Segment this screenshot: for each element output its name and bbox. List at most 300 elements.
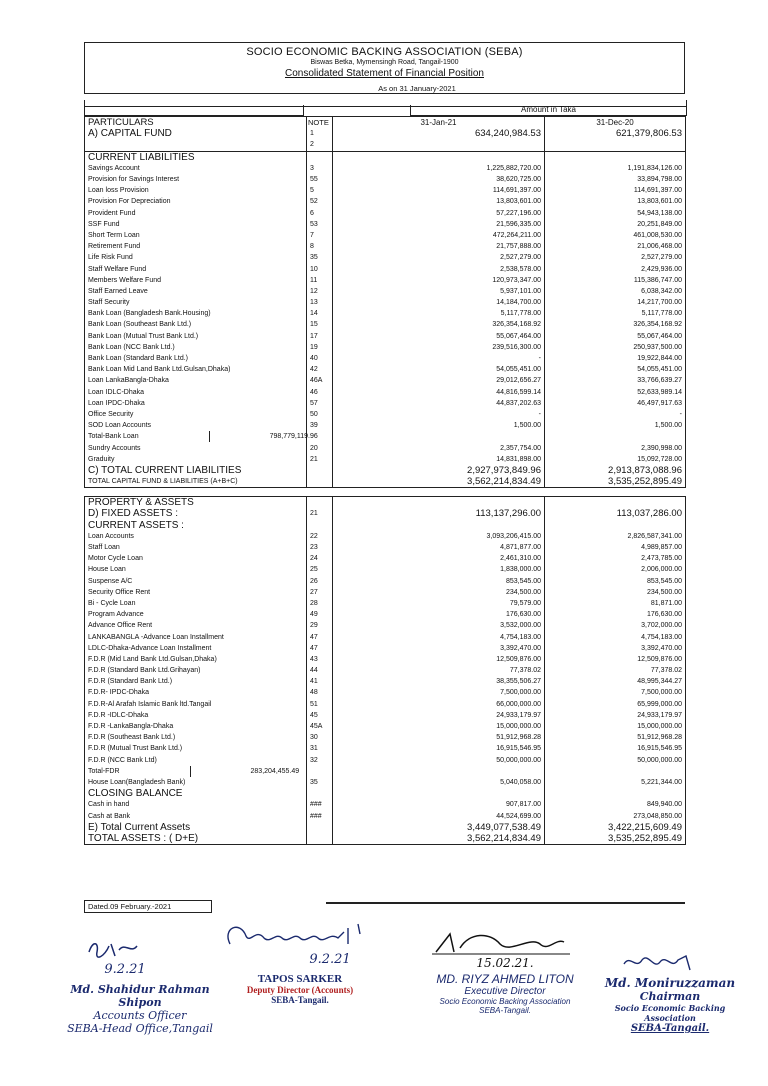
row-value-period2: 2,390,998.00 [545, 442, 686, 453]
row-value-period1: 14,831,898.00 [333, 454, 545, 465]
row-value-period2: 4,754,183.00 [545, 631, 686, 642]
statement-row [85, 788, 686, 799]
statement-row [85, 676, 686, 687]
statement-row [85, 620, 686, 631]
row-note: 30 [307, 732, 333, 743]
statement-row [85, 163, 686, 174]
statement-row [85, 822, 686, 833]
row-note: 3 [307, 163, 333, 174]
row-note [307, 151, 333, 163]
as-on-date: As on 31 January-2021 [342, 84, 492, 94]
statement-row [85, 721, 686, 732]
statement-row [85, 185, 686, 196]
row-value-period2: 77,378.02 [545, 665, 686, 676]
sig1-title: Accounts Officer [93, 1009, 187, 1022]
row-value-period2: 13,803,601.00 [545, 196, 686, 207]
row-value-period1: 907,817.00 [333, 799, 545, 810]
signature-block-1 [55, 938, 225, 1035]
row-note: 55 [307, 174, 333, 185]
statement-row [85, 151, 686, 163]
statement-row [85, 196, 686, 207]
org-name: SOCIO ECONOMIC BACKING ASSOCIATION (SEBA) [246, 46, 523, 58]
statement-row [85, 431, 686, 442]
row-note: 48 [307, 687, 333, 698]
statement-row [85, 387, 686, 398]
row-value-period2: 3,392,470.00 [545, 643, 686, 654]
row-label: Sundry Accounts [85, 442, 307, 453]
row-label: Security Office Rent [85, 587, 307, 598]
row-note: 26 [307, 576, 333, 587]
row-value-period1: - [333, 409, 545, 420]
row-value-period1: 2,357,754.00 [333, 442, 545, 453]
row-value-period2: 12,509,876.00 [545, 654, 686, 665]
row-value-period2: 461,008,530.00 [545, 230, 686, 241]
row-label: C) TOTAL CURRENT LIABILITIES [85, 465, 307, 476]
row-note: 23 [307, 542, 333, 553]
row-label: Provision For Depreciation [85, 196, 307, 207]
statement-row [85, 643, 686, 654]
inline-total-value: 798,779,119.96 [209, 431, 318, 442]
row-value-period2: 54,943,138.00 [545, 208, 686, 219]
row-label: Motor Cycle Loan [85, 553, 307, 564]
row-label: Life Risk Fund [85, 252, 307, 263]
row-note: 47 [307, 631, 333, 642]
row-label: Program Advance [85, 609, 307, 620]
row-label: Provision for Savings Interest [85, 174, 307, 185]
row-value-period1 [333, 788, 545, 799]
statement-row [85, 219, 686, 230]
row-value-period1 [333, 151, 545, 163]
statement-row [85, 710, 686, 721]
row-note: 50 [307, 409, 333, 420]
statement-row [85, 520, 686, 531]
row-value-period1: 2,527,279.00 [333, 252, 545, 263]
statement-row [85, 364, 686, 375]
row-label: Bank Loan (Mutual Trust Bank Ltd.) [85, 331, 307, 342]
statement-row [85, 420, 686, 431]
row-note: 52 [307, 196, 333, 207]
row-value-period1: 5,937,101.00 [333, 286, 545, 297]
row-value-period2: 115,386,747.00 [545, 275, 686, 286]
row-note: 6 [307, 208, 333, 219]
handwritten-signature-3 [420, 930, 590, 956]
row-note [307, 766, 333, 777]
statement-row [85, 308, 686, 319]
row-note: 1 [307, 128, 333, 139]
statement-row [85, 531, 686, 542]
row-label: F.D.R (Mutual Trust Bank Ltd.) [85, 743, 307, 754]
row-value-period2: 853,545.00 [545, 576, 686, 587]
sig4-name: Md. Moniruzzaman [604, 976, 736, 990]
handwritten-signature-2 [220, 918, 380, 948]
row-label: Bi - Cycle Loan [85, 598, 307, 609]
row-value-period2 [545, 520, 686, 531]
statement-row [85, 755, 686, 766]
row-note [307, 788, 333, 799]
statement-row [85, 587, 686, 598]
sig3-office2: SEBA-Tangail. [479, 1006, 531, 1015]
row-note: 25 [307, 564, 333, 575]
sig1-office: SEBA-Head Office,Tangail [67, 1022, 213, 1035]
row-value-period1: 38,620,725.00 [333, 174, 545, 185]
row-value-period2: 2,913,873,088.96 [545, 465, 686, 476]
row-value-period2: 55,067,464.00 [545, 331, 686, 342]
row-value-period2: 2,826,587,341.00 [545, 531, 686, 542]
row-value-period1 [333, 431, 545, 442]
row-label: Cash at Bank [85, 810, 307, 821]
row-value-period1: 44,524,699.00 [333, 810, 545, 821]
handwritten-signature-1 [55, 938, 225, 962]
row-note: 22 [307, 531, 333, 542]
row-value-period2: 52,633,989.14 [545, 387, 686, 398]
row-value-period2: 48,995,344.27 [545, 676, 686, 687]
statement-row [85, 542, 686, 553]
statement-row [85, 465, 686, 476]
row-note: 51 [307, 699, 333, 710]
row-label: F.D.R (NCC Bank Ltd) [85, 755, 307, 766]
statement-row [85, 241, 686, 252]
statement-row [85, 208, 686, 219]
statement-row [85, 699, 686, 710]
row-value-period2: 326,354,168.92 [545, 319, 686, 330]
row-label: TOTAL ASSETS : ( D+E) [85, 833, 307, 845]
row-note: 24 [307, 553, 333, 564]
row-value-period2: 621,379,806.53 [545, 128, 686, 139]
row-label: Loan Accounts [85, 531, 307, 542]
row-value-period1: 50,000,000.00 [333, 755, 545, 766]
row-value-period1: 29,012,656.27 [333, 375, 545, 386]
row-value-period2: 273,048,850.00 [545, 810, 686, 821]
row-value-period2 [545, 431, 686, 442]
sig2-title: Deputy Director (Accounts) [246, 985, 354, 995]
statement-row [85, 777, 686, 788]
row-label: Bank Loan (NCC Bank Ltd.) [85, 342, 307, 353]
sig2-date: 9.2.21 [309, 952, 351, 967]
row-label: Loan loss Provision [85, 185, 307, 196]
sig3-office: Socio Economic Backing Association [439, 997, 571, 1006]
sig4-office2: SEBA-Tangail. [630, 1023, 710, 1034]
row-value-period1: 14,184,700.00 [333, 297, 545, 308]
row-value-period1: 13,803,601.00 [333, 196, 545, 207]
row-note [307, 822, 333, 833]
row-note: 11 [307, 275, 333, 286]
row-value-period2: 7,500,000.00 [545, 687, 686, 698]
row-label: Suspense A/C [85, 576, 307, 587]
col-particulars: PARTICULARS [85, 117, 307, 129]
row-label: F.D.R -LankaBangla-Dhaka [85, 721, 307, 732]
row-note [307, 833, 333, 845]
row-value-period1 [333, 766, 545, 777]
statement-row [85, 665, 686, 676]
row-value-period1: 176,630.00 [333, 609, 545, 620]
row-value-period2: 1,191,834,126.00 [545, 163, 686, 174]
col-period2: 31-Dec-20 [545, 117, 686, 129]
row-label: Bank Loan (Southeast Bank Ltd.) [85, 319, 307, 330]
row-value-period1: 15,000,000.00 [333, 721, 545, 732]
col-note: NOTE [307, 117, 333, 129]
inline-total-value: 283,204,455.49 [190, 766, 300, 777]
row-value-period2: 1,500.00 [545, 420, 686, 431]
row-note: 44 [307, 665, 333, 676]
statement-row [85, 442, 686, 453]
row-value-period1: 1,838,000.00 [333, 564, 545, 575]
row-value-period2: 3,535,252,895.49 [545, 476, 686, 488]
sig3-name: MD. RIYZ AHMED LITON [436, 972, 574, 986]
row-label: PROPERTY & ASSETS [85, 497, 307, 509]
statement-row [85, 342, 686, 353]
row-note: ### [307, 810, 333, 821]
statement-row [85, 564, 686, 575]
statement-row [85, 609, 686, 620]
row-value-period1: 853,545.00 [333, 576, 545, 587]
statement-row [85, 174, 686, 185]
row-label: Savings Account [85, 163, 307, 174]
row-value-period1: 113,137,296.00 [333, 508, 545, 519]
row-value-period2: - [545, 409, 686, 420]
statement-row [85, 398, 686, 409]
statement-row [85, 497, 686, 509]
row-note: 45 [307, 710, 333, 721]
row-note: 32 [307, 755, 333, 766]
row-value-period1: 57,227,196.00 [333, 208, 545, 219]
statement-row [85, 331, 686, 342]
statement-row [85, 275, 686, 286]
row-value-period2: 81,871.00 [545, 598, 686, 609]
row-value-period2: 15,092,728.00 [545, 454, 686, 465]
row-value-period2: 19,922,844.00 [545, 353, 686, 364]
row-note: 10 [307, 263, 333, 274]
row-value-period2: 5,221,344.00 [545, 777, 686, 788]
row-value-period1: 55,067,464.00 [333, 331, 545, 342]
row-value-period1: 21,596,335.00 [333, 219, 545, 230]
row-note: 12 [307, 286, 333, 297]
row-note: 41 [307, 676, 333, 687]
row-label: SOD Loan Accounts [85, 420, 307, 431]
row-note: 35 [307, 252, 333, 263]
row-value-period1: 51,912,968.28 [333, 732, 545, 743]
row-value-period2: 3,702,000.00 [545, 620, 686, 631]
row-value-period1: 24,933,179.97 [333, 710, 545, 721]
row-value-period2: 21,006,468.00 [545, 241, 686, 252]
row-label: Office Security [85, 409, 307, 420]
statement-row [85, 409, 686, 420]
row-label: F.D.R (Southeast Bank Ltd.) [85, 732, 307, 743]
row-label: E) Total Current Assets [85, 822, 307, 833]
signature-block-4 [590, 950, 750, 1034]
row-value-period2: 16,915,546.95 [545, 743, 686, 754]
amount-in-taka: Amount in Taka [410, 105, 687, 116]
row-label: LDLC-Dhaka-Advance Loan Installment [85, 643, 307, 654]
row-note: 35 [307, 777, 333, 788]
row-value-period1: 4,754,183.00 [333, 631, 545, 642]
sig1-name: Md. Shahidur Rahman Shipon [70, 983, 210, 1009]
row-label: Loan IDLC-Dhaka [85, 387, 307, 398]
row-value-period2: 250,937,500.00 [545, 342, 686, 353]
row-value-period1: 21,757,888.00 [333, 241, 545, 252]
row-value-period2: 2,527,279.00 [545, 252, 686, 263]
row-note: 17 [307, 331, 333, 342]
row-value-period1: 2,927,973,849.96 [333, 465, 545, 476]
row-label: F.D.R- IPDC-Dhaka [85, 687, 307, 698]
statement-row [85, 263, 686, 274]
row-label: CLOSING BALANCE [85, 788, 307, 799]
row-label: Members Welfare Fund [85, 275, 307, 286]
statement-title: Consolidated Statement of Financial Position [284, 68, 484, 79]
sig4-office: Socio Economic Backing Association [614, 1003, 726, 1023]
row-note: 8 [307, 241, 333, 252]
row-label [85, 766, 307, 777]
row-note: 45A [307, 721, 333, 732]
row-label: Provident Fund [85, 208, 307, 219]
row-label: Retirement Fund [85, 241, 307, 252]
row-value-period2 [545, 766, 686, 777]
row-value-period2: 2,006,000.00 [545, 564, 686, 575]
statement-row [85, 353, 686, 364]
row-value-period1: 634,240,984.53 [333, 128, 545, 139]
row-note: 7 [307, 230, 333, 241]
statement-rows [85, 128, 686, 844]
row-value-period2: 3,422,215,609.49 [545, 822, 686, 833]
sig1-date: 9.2.21 [104, 962, 146, 977]
statement-row [85, 297, 686, 308]
row-value-period2: 849,940.00 [545, 799, 686, 810]
row-note: 19 [307, 342, 333, 353]
signature-block-2 [220, 918, 380, 1005]
financial-statement [84, 42, 685, 844]
row-label: F.D.R (Standard Bank Ltd.Grihayan) [85, 665, 307, 676]
statement-row [85, 743, 686, 754]
row-value-period2: 14,217,700.00 [545, 297, 686, 308]
row-note: 5 [307, 185, 333, 196]
bottom-rule [326, 902, 685, 904]
row-value-period1: 3,562,214,834.49 [333, 833, 545, 845]
row-label: House Loan [85, 564, 307, 575]
row-value-period2 [545, 788, 686, 799]
statement-row [85, 799, 686, 810]
row-label: Advance Office Rent [85, 620, 307, 631]
row-value-period2: 33,894,798.00 [545, 174, 686, 185]
statement-row [85, 128, 686, 139]
row-value-period2: 5,117,778.00 [545, 308, 686, 319]
row-note: 39 [307, 420, 333, 431]
row-value-period1: 3,532,000.00 [333, 620, 545, 631]
row-value-period1: 16,915,546.95 [333, 743, 545, 754]
statement-row [85, 454, 686, 465]
statement-row [85, 631, 686, 642]
row-note: 15 [307, 319, 333, 330]
row-value-period1: 120,973,347.00 [333, 275, 545, 286]
row-note: 29 [307, 620, 333, 631]
row-label: Staff Earned Leave [85, 286, 307, 297]
row-note: 21 [307, 508, 333, 519]
row-value-period1: 5,117,778.00 [333, 308, 545, 319]
row-value-period2: 4,989,857.00 [545, 542, 686, 553]
row-value-period1: 1,225,882,720.00 [333, 163, 545, 174]
row-value-period2: 46,497,917.63 [545, 398, 686, 409]
row-gap [85, 488, 686, 497]
row-value-period2: 50,000,000.00 [545, 755, 686, 766]
row-value-period2: 6,038,342.00 [545, 286, 686, 297]
row-note [307, 520, 333, 531]
row-value-period1 [333, 497, 545, 509]
row-value-period1: 7,500,000.00 [333, 687, 545, 698]
signature-block-3 [420, 930, 590, 1015]
row-label: F.D.R -IDLC-Dhaka [85, 710, 307, 721]
row-value-period1 [333, 139, 545, 151]
row-value-period1: 3,449,077,538.49 [333, 822, 545, 833]
row-value-period1: 4,871,877.00 [333, 542, 545, 553]
statement-row [85, 252, 686, 263]
row-note: ### [307, 799, 333, 810]
row-note [307, 476, 333, 488]
row-value-period2: 15,000,000.00 [545, 721, 686, 732]
statement-row [85, 139, 686, 151]
row-note: 20 [307, 442, 333, 453]
sig2-name: TAPOS SARKER [257, 973, 343, 985]
statement-row [85, 687, 686, 698]
row-label: Bank Loan (Standard Bank Ltd.) [85, 353, 307, 364]
row-label [85, 431, 318, 442]
statement-row [85, 553, 686, 564]
statement-row [85, 833, 686, 845]
row-label-text: Total-FDR [88, 767, 120, 775]
row-value-period1: 1,500.00 [333, 420, 545, 431]
row-label: House Loan(Bangladesh Bank) [85, 777, 307, 788]
row-value-period1: 77,378.02 [333, 665, 545, 676]
row-label: F.D.R (Mid Land Bank Ltd.Gulsan,Dhaka) [85, 654, 307, 665]
row-note: 27 [307, 587, 333, 598]
row-value-period2 [545, 139, 686, 151]
row-note [307, 497, 333, 509]
row-note: 31 [307, 743, 333, 754]
statement-row [85, 508, 686, 519]
row-note: 42 [307, 364, 333, 375]
row-value-period1: 472,264,211.00 [333, 230, 545, 241]
row-value-period1: 44,837,202.63 [333, 398, 545, 409]
row-label: F.D.R-Al Arafah Islamic Bank ltd.Tangail [85, 699, 307, 710]
row-value-period2: 2,429,936.00 [545, 263, 686, 274]
row-value-period1: 79,579.00 [333, 598, 545, 609]
row-note: 47 [307, 643, 333, 654]
row-note: 46 [307, 387, 333, 398]
row-label: Bank Loan Mid Land Bank Ltd.Gulsan,Dhaka) [85, 364, 307, 375]
row-value-period1: 5,040,058.00 [333, 777, 545, 788]
row-note: 46A [307, 375, 333, 386]
statement-row [85, 230, 686, 241]
row-value-period1: 326,354,168.92 [333, 319, 545, 330]
row-note: 40 [307, 353, 333, 364]
row-label: F.D.R (Standard Bank Ltd.) [85, 676, 307, 687]
row-label: D) FIXED ASSETS : [85, 508, 307, 519]
row-value-period1: 2,538,578.00 [333, 263, 545, 274]
row-value-period1: 3,392,470.00 [333, 643, 545, 654]
row-value-period2: 54,055,451.00 [545, 364, 686, 375]
row-label: CURRENT ASSETS : [85, 520, 307, 531]
row-value-period1: 114,691,397.00 [333, 185, 545, 196]
row-value-period2: 113,037,286.00 [545, 508, 686, 519]
row-value-period1: 12,509,876.00 [333, 654, 545, 665]
row-note [307, 465, 333, 476]
row-value-period1: 3,562,214,834.49 [333, 476, 545, 488]
row-value-period1: 2,461,310.00 [333, 553, 545, 564]
handwritten-signature-4 [590, 950, 750, 976]
row-note: 13 [307, 297, 333, 308]
row-note: 2 [307, 139, 333, 151]
col-period1: 31-Jan-21 [333, 117, 545, 129]
row-value-period1: 38,355,506.27 [333, 676, 545, 687]
row-value-period2: 20,251,849.00 [545, 219, 686, 230]
row-note: 21 [307, 454, 333, 465]
